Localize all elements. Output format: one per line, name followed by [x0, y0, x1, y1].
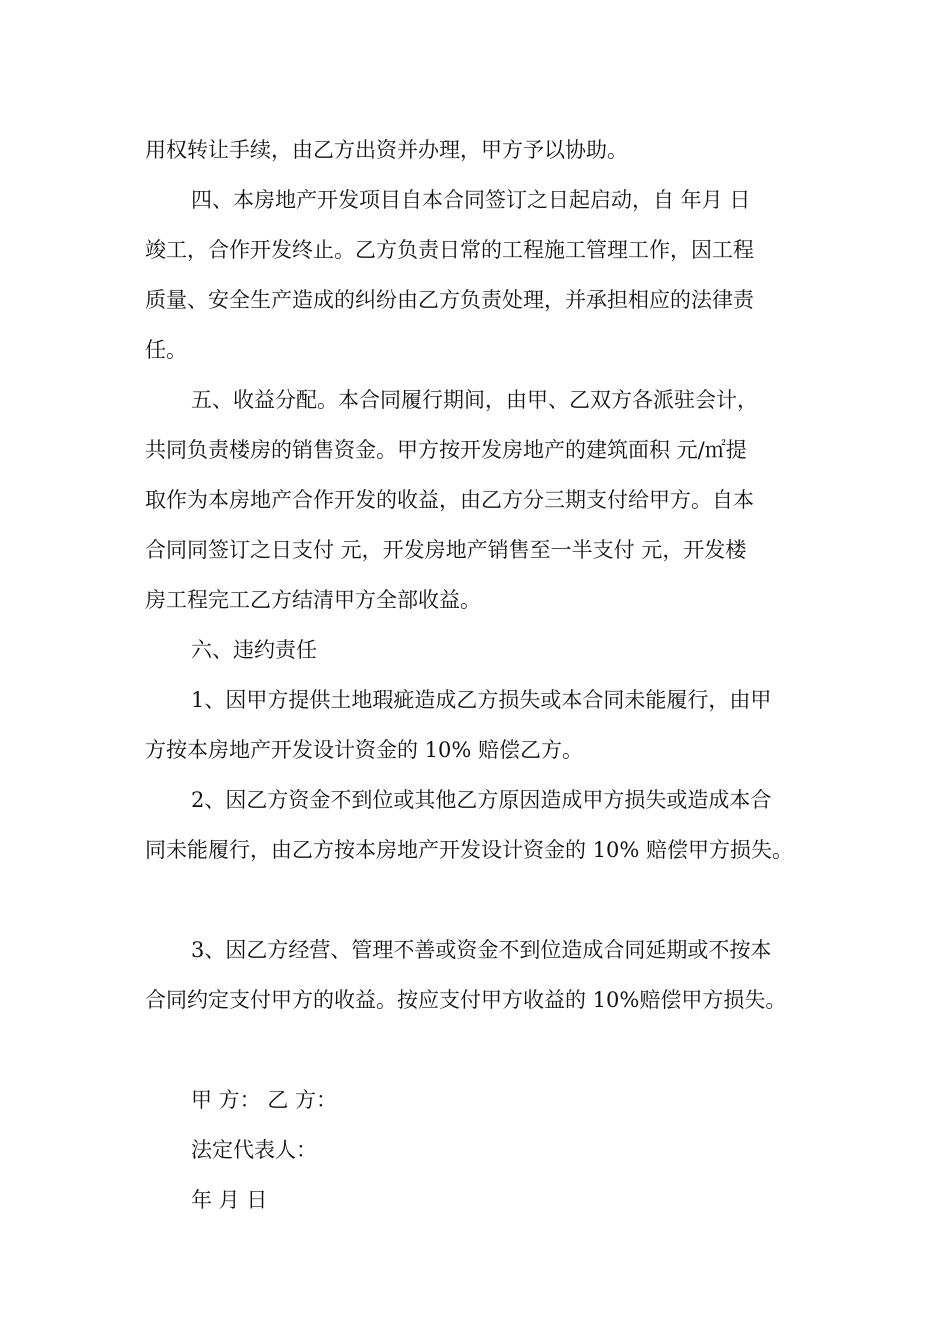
text-line: 共同负责楼房的销售资金。甲方按开发房地产的建筑面积 元/㎡提: [145, 438, 747, 462]
text-line: 任。: [145, 338, 187, 362]
signature-parties: 甲 方： 乙 方：: [191, 1088, 338, 1112]
text-line: 质量、安全生产造成的纠纷由乙方负责处理，并承担相应的法律责: [145, 288, 754, 312]
text-line: 房工程完工乙方结清甲方全部收益。: [145, 588, 481, 612]
text-line: 方按本房地产开发设计资金的 10% 赔偿乙方。: [145, 738, 584, 762]
text-line: 2、因乙方资金不到位或其他乙方原因造成甲方损失或造成本合: [191, 788, 772, 812]
section-heading: 六、违约责任: [191, 638, 317, 662]
text-line: 1、因甲方提供土地瑕疵造成乙方损失或本合同未能履行，由甲: [191, 688, 772, 712]
text-line: 合同同签订之日支付 元，开发房地产销售至一半支付 元，开发楼: [145, 538, 747, 562]
text-line: 取作为本房地产合作开发的收益，由乙方分三期支付给甲方。自本: [145, 488, 754, 512]
text-line: 五、收益分配。本合同履行期间，由甲、乙双方各派驻会计，: [191, 388, 758, 412]
text-line: 用权转让手续，由乙方出资并办理，甲方予以协助。: [145, 138, 628, 162]
text-line: 四、本房地产开发项目自本合同签订之日起启动，自 年月 日: [191, 188, 751, 212]
signature-date: 年 月 日: [191, 1188, 268, 1212]
text-line: 同未能履行，由乙方按本房地产开发设计资金的 10% 赔偿甲方损失。: [145, 838, 794, 862]
text-line: 竣工，合作开发终止。乙方负责日常的工程施工管理工作，因工程: [145, 238, 754, 262]
signature-legal-rep: 法定代表人：: [191, 1138, 317, 1162]
text-line: 3、因乙方经营、管理不善或资金不到位造成合同延期或不按本: [191, 938, 772, 962]
text-line: 合同约定支付甲方的收益。按应支付甲方收益的 10%赔偿甲方损失。: [145, 988, 787, 1012]
